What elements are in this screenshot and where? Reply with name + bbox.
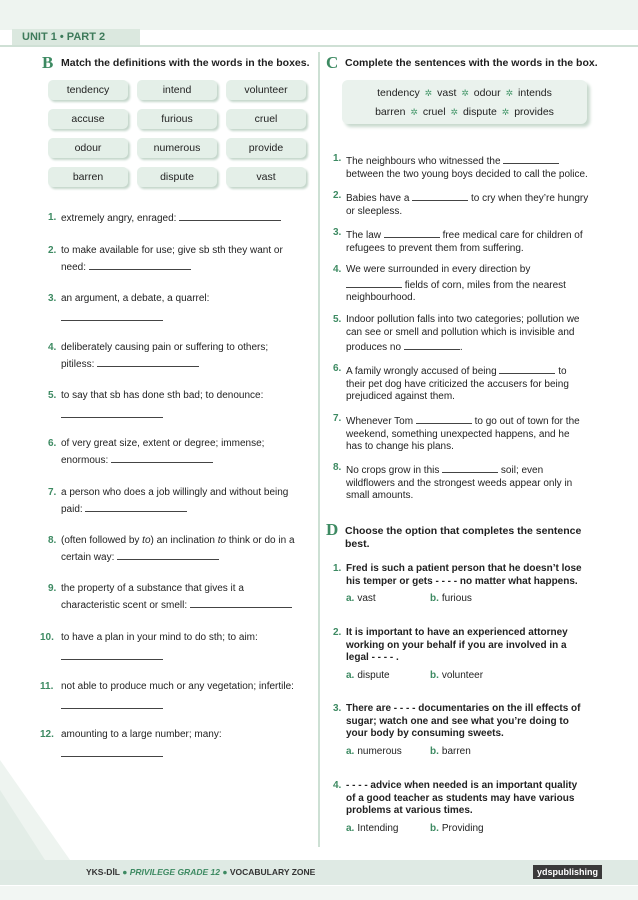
text-part: ) an inclination — [150, 535, 218, 546]
sentence-text — [346, 462, 595, 478]
question-line: of a good teacher as students may have various — [346, 792, 575, 804]
item-number: 1. — [333, 153, 342, 164]
definition-text: a person who does a job willingly and without being — [61, 487, 289, 498]
word-chip: numerous — [137, 138, 217, 158]
sentence-text-cont — [346, 277, 595, 293]
item-number: 9. — [48, 583, 57, 594]
word-box-row — [342, 87, 587, 99]
sentence-text-cont: can see or smell and pollution which is invisible and — [346, 326, 575, 338]
word-chip: odour — [48, 138, 128, 158]
sentence-text-cont: has to change his plans. — [346, 441, 454, 452]
option-a[interactable] — [346, 746, 402, 759]
sentence-text — [346, 227, 595, 243]
word-chip: provide — [226, 138, 306, 158]
definition-text: amounting to a large number; many: — [61, 729, 222, 740]
text-part: The law — [346, 230, 384, 241]
question-line: your body by consuming sweets. — [346, 728, 504, 739]
definition-item — [40, 679, 315, 709]
sentence-text-cont: or sleepless. — [346, 205, 403, 217]
answer-blank[interactable] — [111, 452, 213, 463]
definition-text-cont: enormous: — [61, 455, 109, 466]
option-letter: b. — [430, 822, 439, 834]
item-number: 10. — [40, 632, 54, 643]
publisher-logo: ydspublishing — [533, 865, 602, 879]
text-part: fields of corn, miles from the nearest — [402, 279, 566, 291]
item-number: 11. — [40, 681, 54, 692]
item-number: 5. — [333, 314, 342, 325]
text-part: (often followed by — [61, 535, 143, 546]
section-c-letter: C — [326, 53, 339, 72]
option-text: Providing — [441, 822, 484, 834]
footer-book: VOCABULARY ZONE — [229, 867, 316, 877]
answer-blank[interactable] — [89, 259, 191, 270]
mcq-item — [333, 627, 598, 683]
item-number: 8. — [48, 535, 57, 546]
corner-decoration — [0, 760, 120, 860]
box-word: tendency — [377, 87, 420, 99]
answer-blank[interactable] — [85, 501, 187, 512]
options — [346, 670, 598, 683]
answer-blank[interactable] — [61, 695, 163, 709]
mcq-item — [333, 780, 598, 836]
item-number: 2. — [333, 627, 342, 638]
option-a[interactable] — [346, 593, 376, 606]
options — [346, 593, 598, 606]
option-text: Intending — [357, 822, 399, 834]
sentence-text-cont: weekend, something unexpected happens, and he — [346, 428, 570, 440]
section-b-title: Match the definitions with the words in the boxes. — [61, 57, 310, 69]
question-line: working on your behalf if you are involved in a — [346, 639, 567, 651]
word-chip: dispute — [137, 167, 217, 187]
sentence-text: Indoor pollution falls into two categories; pollution we — [346, 314, 580, 325]
answer-blank[interactable] — [412, 190, 468, 201]
option-b[interactable] — [430, 823, 484, 836]
word-chip: cruel — [226, 109, 306, 129]
answer-blank[interactable] — [117, 549, 219, 560]
answer-blank[interactable] — [61, 404, 163, 418]
item-number: 2. — [333, 190, 342, 201]
item-number: 12. — [40, 729, 54, 740]
text-part: produces no — [346, 342, 404, 353]
definition-text: to say that sb has done sth bad; to denounce: — [61, 390, 264, 401]
box-word: cruel — [422, 106, 446, 118]
item-number: 6. — [333, 363, 342, 374]
sentence-text — [346, 190, 595, 206]
option-text: barren — [441, 745, 471, 757]
text-part: to go out of town for the — [471, 416, 580, 427]
option-letter: a. — [346, 669, 355, 681]
sentence-text-cont: their pet dog have criticized the accusers for being — [346, 378, 569, 390]
definition-text: not able to produce much or any vegetation; infertile: — [61, 681, 294, 692]
question-line: Fred is such a patient person that he doesn’t lose — [346, 563, 582, 574]
question-line: sugar; watch one and see what you’re doing to — [346, 715, 569, 727]
box-word: barren — [375, 106, 406, 118]
sentence-item — [333, 363, 595, 404]
word-chip: intend — [137, 80, 217, 100]
item-number: 2. — [48, 245, 57, 256]
item-number: 3. — [48, 293, 57, 304]
word-chip: volunteer — [226, 80, 306, 100]
section-d-title-line: Choose the option that completes the sentence — [345, 525, 582, 537]
box-word: dispute — [462, 106, 497, 118]
answer-blank[interactable] — [442, 462, 498, 473]
top-band — [0, 0, 638, 30]
definition-item — [48, 291, 308, 321]
text-part: to cry when they’re hungry — [468, 193, 589, 204]
footer-text — [86, 867, 315, 877]
section-d-title-line: best. — [345, 538, 370, 550]
text-part: Whenever Tom — [346, 416, 416, 427]
word-chip: tendency — [48, 80, 128, 100]
section-d-title — [345, 525, 581, 551]
star-icon: ✲ — [505, 88, 514, 98]
item-number: 1. — [48, 212, 57, 223]
answer-blank[interactable] — [503, 153, 559, 164]
star-icon: ✲ — [424, 88, 433, 98]
options — [346, 823, 598, 836]
option-letter: b. — [430, 745, 439, 757]
option-text: vast — [357, 593, 376, 604]
answer-blank[interactable] — [404, 339, 460, 350]
question-line: There are - - - - documentaries on the ill effects of — [346, 703, 581, 714]
definition-text-cont: certain way: — [61, 552, 115, 563]
option-text: volunteer — [441, 669, 484, 681]
definition-item — [40, 630, 310, 660]
definition-text-cont: pitiless: — [61, 359, 95, 370]
item-number: 5. — [48, 390, 57, 401]
option-text: numerous — [357, 745, 402, 757]
sentence-text-cont: neighbourhood. — [346, 292, 416, 303]
answer-blank[interactable] — [499, 363, 555, 374]
column-divider — [318, 52, 320, 847]
answer-blank[interactable] — [61, 307, 163, 321]
sentence-text-cont: refugees to prevent them from suffering. — [346, 242, 524, 254]
item-number: 7. — [48, 487, 57, 498]
text-italic: to — [217, 535, 227, 546]
definition-text: of very great size, extent or degree; immense; — [61, 438, 265, 449]
definition-text-cont: characteristic scent or smell: — [61, 600, 188, 611]
definition-text: to make available for use; give sb sth they want or — [61, 245, 283, 256]
definition-text: the property of a substance that gives it a — [61, 583, 244, 594]
answer-blank[interactable] — [61, 646, 163, 660]
option-letter: b. — [430, 669, 439, 681]
definition-text: deliberately causing pain or suffering to others; — [61, 342, 269, 353]
definition-text-cont: paid: — [61, 504, 83, 515]
word-box-row — [342, 106, 587, 118]
star-icon: ✲ — [501, 107, 510, 117]
box-word: vast — [437, 87, 457, 99]
definition-item — [48, 436, 308, 469]
answer-blank[interactable] — [346, 277, 402, 288]
item-number: 8. — [333, 462, 342, 473]
option-b[interactable] — [430, 593, 472, 606]
sentence-item — [333, 153, 595, 181]
item-number: 4. — [333, 780, 342, 791]
sentence-item — [333, 462, 595, 503]
box-word: intends — [518, 87, 552, 99]
definition-item — [48, 243, 308, 276]
option-b[interactable] — [430, 670, 483, 683]
text-part: The neighbours who witnessed the — [346, 156, 504, 167]
mcq-item — [333, 703, 598, 759]
item-number: 7. — [333, 413, 342, 424]
option-letter: a. — [346, 745, 355, 757]
option-a[interactable] — [346, 670, 390, 683]
sentence-item — [333, 314, 595, 355]
answer-blank[interactable] — [190, 597, 292, 608]
text-part: to — [555, 366, 567, 377]
definition-text — [61, 533, 308, 549]
answer-blank[interactable] — [416, 413, 472, 424]
sentence-item — [333, 190, 595, 218]
option-letter: a. — [346, 593, 355, 604]
item-number: 1. — [333, 563, 342, 574]
definition-text: to have a plan in your mind to do sth; to aim: — [61, 632, 258, 643]
definition-item — [48, 340, 308, 373]
box-word: odour — [473, 87, 501, 99]
sentence-text — [346, 153, 595, 169]
sentence-text-cont: between the two young boys decided to call the police. — [346, 168, 588, 180]
option-a[interactable] — [346, 823, 399, 836]
sentence-text-cont: wildflowers and the strongest weeds appear only in — [346, 477, 573, 489]
option-text: furious — [441, 593, 472, 604]
item-number: 4. — [48, 342, 57, 353]
text-part: free medical care for children of — [439, 230, 583, 241]
section-b-letter: B — [42, 53, 54, 72]
text-part: A family wrongly accused of being — [346, 366, 500, 377]
question-line: legal - - - - . — [346, 652, 399, 663]
word-chip: furious — [137, 109, 217, 129]
definition-item — [48, 485, 308, 518]
question-line: - - - - advice when needed is an important quality — [346, 780, 578, 791]
text-italic: to — [142, 535, 151, 546]
footer-exam: YKS-DİL — [86, 867, 120, 877]
answer-blank[interactable] — [97, 356, 199, 367]
item-number: 6. — [48, 438, 57, 449]
definition-item — [48, 533, 308, 566]
mcq-item — [333, 563, 598, 606]
answer-blank[interactable] — [179, 210, 281, 221]
item-number: 3. — [333, 227, 342, 238]
sentence-item — [333, 413, 595, 454]
question-line: It is important to have an experienced attorney — [346, 627, 568, 638]
star-icon: ✲ — [461, 88, 469, 98]
star-icon: ✲ — [450, 107, 459, 117]
option-letter: b. — [430, 593, 439, 604]
definition-text: an argument, a debate, a quarrel: — [61, 293, 210, 304]
section-d-letter: D — [326, 520, 339, 539]
option-letter: a. — [346, 822, 355, 834]
sentence-item — [333, 264, 595, 305]
sentence-item — [333, 227, 595, 255]
question-line: his temper or gets - - - - no matter what happens. — [346, 575, 578, 587]
text-part: Babies have a — [346, 193, 413, 204]
unit-tab: UNIT 1 • PART 2 — [12, 29, 140, 45]
bullet-icon: ● — [122, 867, 130, 877]
definition-text-cont: need: — [61, 262, 87, 273]
footer-series: PRIVILEGE GRADE 12 — [129, 867, 220, 877]
answer-blank[interactable] — [61, 743, 163, 757]
text-part: soil; even — [498, 465, 544, 476]
definition-item — [48, 210, 308, 227]
word-chip: vast — [226, 167, 306, 187]
sentence-text-cont: prejudiced against them. — [346, 391, 455, 402]
definition-item — [48, 581, 313, 614]
bullet-icon: ● — [222, 867, 230, 877]
word-chip: barren — [48, 167, 128, 187]
word-chip: accuse — [48, 109, 128, 129]
sentence-text — [346, 363, 595, 379]
item-number: 4. — [333, 264, 342, 275]
item-number: 3. — [333, 703, 342, 714]
section-c-title: Complete the sentences with the words in the box. — [345, 57, 598, 69]
answer-blank[interactable] — [384, 227, 440, 238]
text-part: think or do in a — [226, 535, 295, 546]
question-line: problems at various times. — [346, 805, 473, 816]
sentence-text-cont: small amounts. — [346, 490, 414, 501]
option-b[interactable] — [430, 746, 471, 759]
sentence-text: We were surrounded in every direction by — [346, 264, 531, 275]
sentence-text-cont: produces no . — [346, 339, 595, 355]
text-part: No crops grow in this — [346, 465, 443, 476]
footer-bottom-band — [0, 886, 638, 900]
definition-text: extremely angry, enraged: — [61, 213, 177, 224]
option-text: dispute — [357, 669, 390, 681]
definition-item — [48, 388, 308, 418]
word-box — [342, 80, 587, 124]
header-rule — [0, 45, 638, 47]
options — [346, 746, 598, 759]
sentence-text — [346, 413, 595, 429]
star-icon: ✲ — [410, 107, 418, 117]
box-word: provides — [514, 106, 554, 118]
definition-item — [40, 727, 310, 757]
